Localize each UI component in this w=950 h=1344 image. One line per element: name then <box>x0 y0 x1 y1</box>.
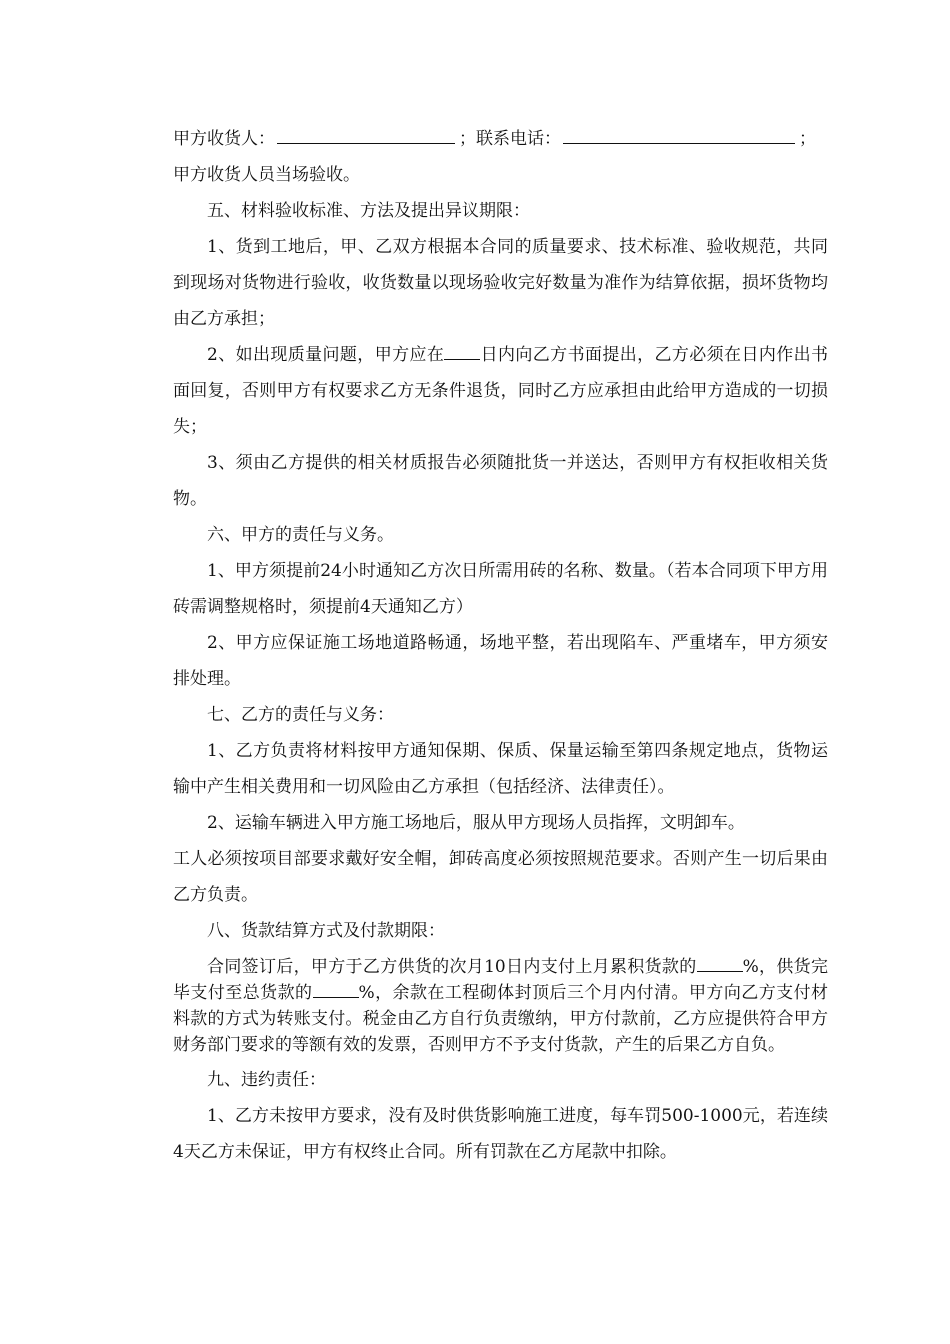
section-6-item-2: 2、甲方应保证施工场地道路畅通，场地平整，若出现陷车、严重堵车，甲方须安排处理。 <box>173 633 828 689</box>
section-6-title: 六、甲方的责任与义务。 <box>207 525 394 545</box>
section-5-item-3: 3、须由乙方提供的相关材质报告必须随批货一并送达，否则甲方有权拒收相关货物。 <box>173 453 828 509</box>
section-7-item-1: 1、乙方负责将材料按甲方通知保期、保质、保量运输至第四条规定地点，货物运输中产生相关费用和一切风险由乙方承担（包括经济、法律责任）。 <box>173 741 828 797</box>
receiver-label: 甲方收货人： <box>173 129 275 149</box>
section-9-item-1: 1、乙方未按甲方要求，没有及时供货影响施工进度，每车罚500-1000元，若连续4天乙方未保证，甲方有权终止合同。所有罚款在乙方尾款中扣除。 <box>173 1106 828 1162</box>
section-8-title: 八、货款结算方式及付款期限： <box>207 921 445 941</box>
section-5-item-1: 1、货到工地后，甲、乙双方根据本合同的质量要求、技术标准、验收规范，共同到现场对货物进行验收，收货数量以现场验收完好数量为准作为结算依据，损坏货物均由乙方承担； <box>173 237 828 329</box>
section-7-item-2: 2、运输车辆进入甲方施工场地后，服从甲方现场人员指挥，文明卸车。 <box>207 813 745 833</box>
receiver-line-end: ； <box>799 129 816 149</box>
section-5-item-2 <box>173 337 828 445</box>
section-6-item-1: 1、甲方须提前24小时通知乙方次日所需用砖的名称、数量。（若本合同项下甲方用砖需调整规格时，须提前4天通知乙方） <box>173 561 828 617</box>
receiver-line <box>173 121 828 157</box>
section-5-item-2-part-a: 2、如出现质量问题，甲方应在 <box>207 345 445 365</box>
section-7-title: 七、乙方的责任与义务： <box>207 705 394 725</box>
receiver-phone-blank <box>563 128 795 144</box>
receiver-phone-label: ；联系电话： <box>459 129 561 149</box>
receiver-name-blank <box>277 128 455 144</box>
section-8-body-part-b: %，供货完毕支付至总货款的 <box>173 957 828 1003</box>
section-5-item-2-part-b: 日内向乙方书面提出，乙方必须在日内作出书面回复，否则甲方有权要求乙方无条件退货，同时乙方应承担由此给甲方造成的一切损失； <box>173 345 828 437</box>
section-8-body <box>173 954 828 1058</box>
section-5-title: 五、材料验收标准、方法及提出异议期限： <box>207 201 530 221</box>
receiver-check-text: 甲方收货人员当场验收。 <box>173 165 360 185</box>
section-8-body-part-a: 合同签订后，甲方于乙方供货的次月10日内支付上月累积货款的 <box>207 957 697 977</box>
percent-blank-1 <box>697 956 743 972</box>
section-9-title: 九、违约责任： <box>207 1070 326 1090</box>
section-8-body-part-c: %，余款在工程砌体封顶后三个月内付清。甲方向乙方支付材料款的方式为转账支付。税金由乙方自行负责缴纳，甲方付款前，乙方应提供符合甲方财务部门要求的等额有效的发票，否则甲方不予支付货款，产生的后果乙方自负。 <box>173 983 829 1055</box>
section-7-item-2-continued: 工人必须按项目部要求戴好安全帽，卸砖高度必须按照规范要求。否则产生一切后果由乙方负责。 <box>173 849 828 905</box>
contract-page <box>173 121 828 1170</box>
days-blank <box>444 344 480 360</box>
percent-blank-2 <box>313 982 359 998</box>
